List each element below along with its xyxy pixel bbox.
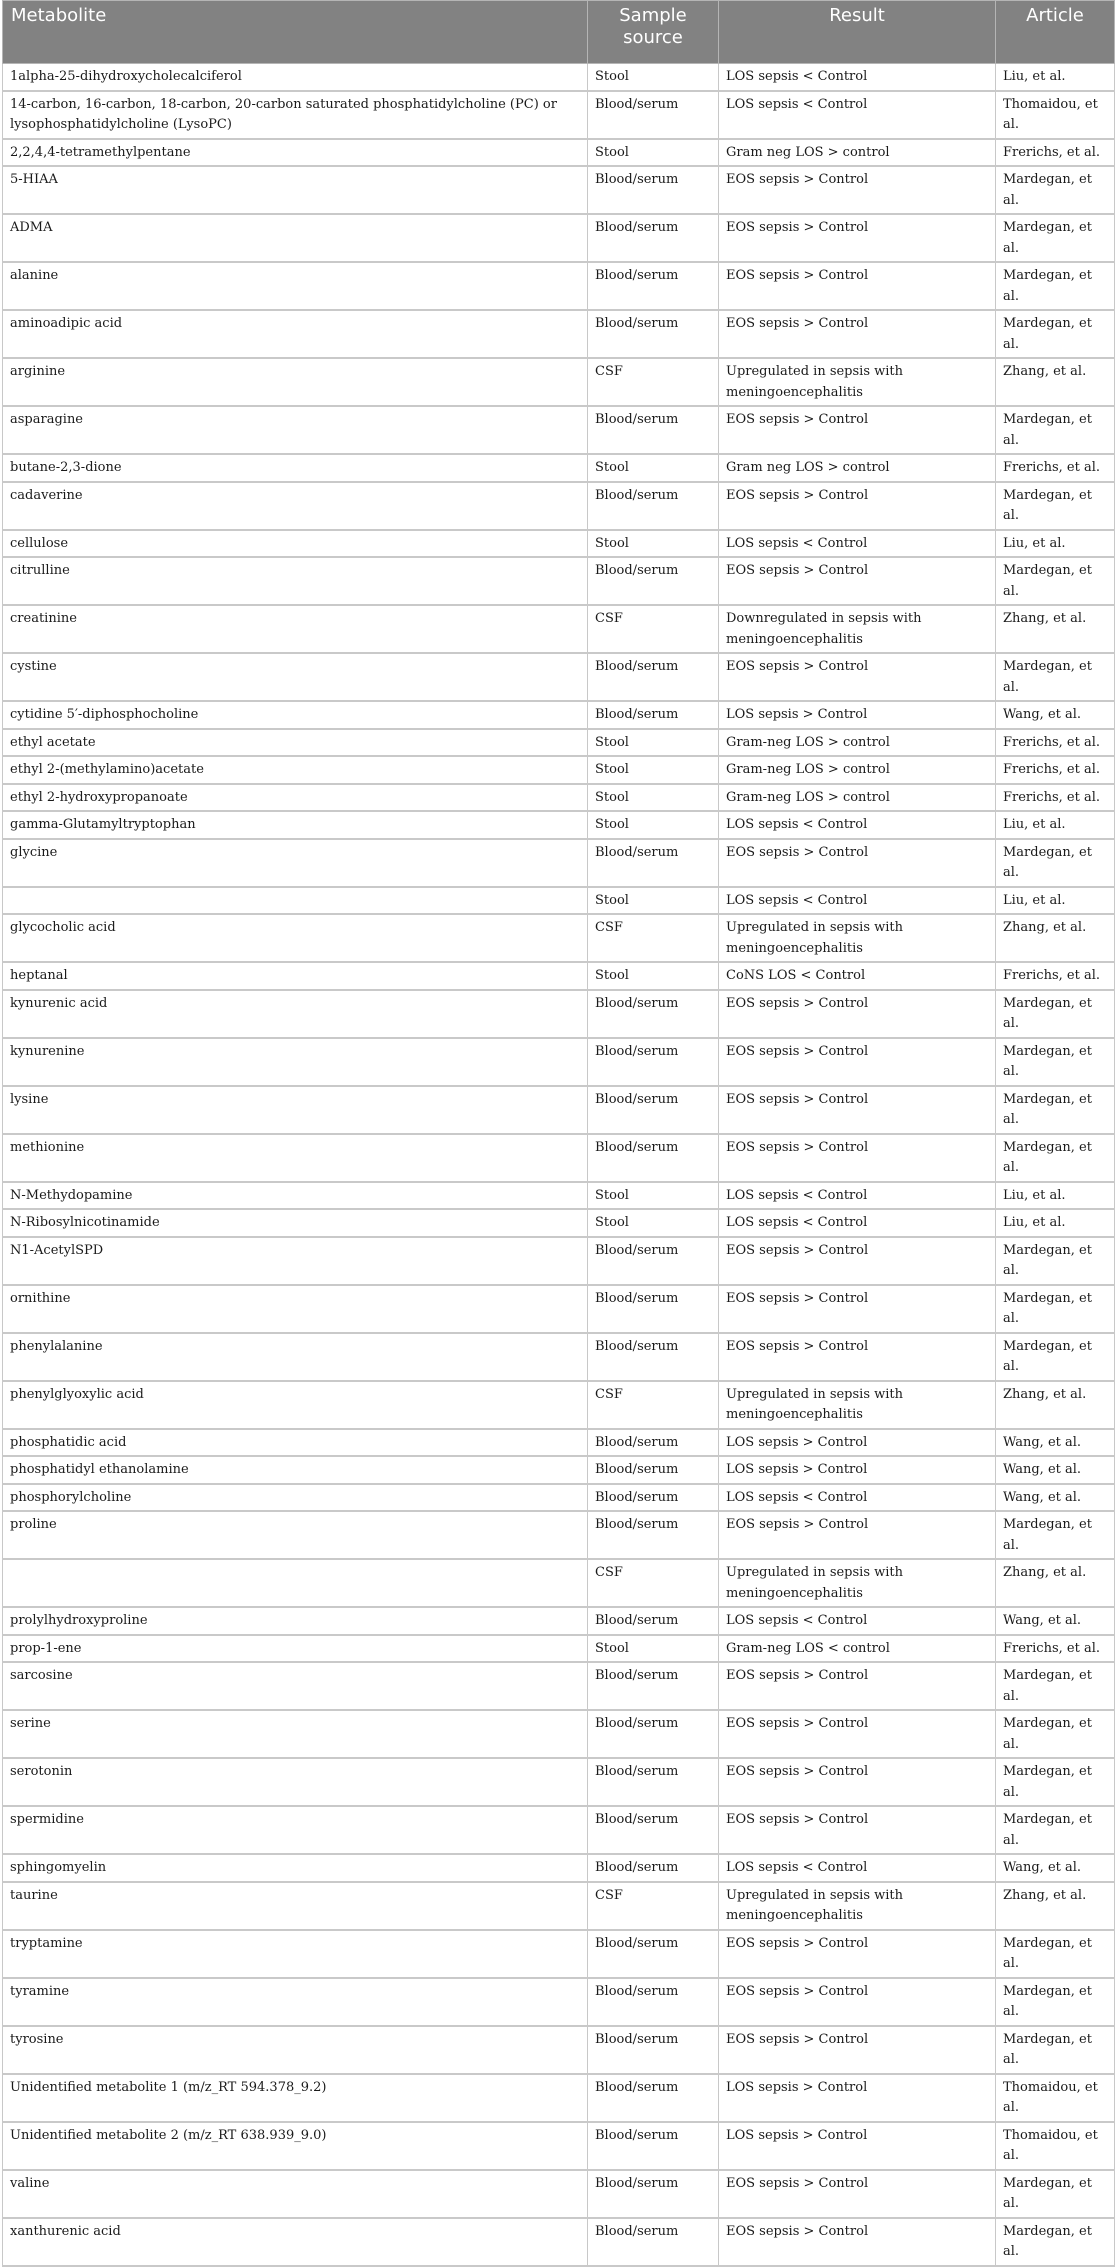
cell-result: EOS sepsis > Control — [719, 482, 996, 530]
table-row — [3, 482, 1115, 530]
cell-result: EOS sepsis > Control — [719, 2026, 996, 2074]
cell-article: Liu, et al. — [996, 1209, 1115, 1237]
cell-sample-source: Blood/serum — [588, 653, 719, 701]
cell-metabolite: tyramine — [3, 1978, 588, 2026]
table-row — [3, 1511, 1115, 1559]
table-row — [3, 358, 1115, 406]
table-row — [3, 166, 1115, 214]
table-row — [3, 729, 1115, 757]
cell-article: Wang, et al. — [996, 1456, 1115, 1484]
cell-metabolite — [3, 1559, 588, 1607]
cell-sample-source: CSF — [588, 914, 719, 962]
cell-sample-source: Stool — [588, 887, 719, 915]
table-row — [3, 1038, 1115, 1086]
cell-article: Liu, et al. — [996, 887, 1115, 915]
cell-result: Gram-neg LOS > control — [719, 729, 996, 757]
table-row — [3, 1882, 1115, 1930]
cell-result: EOS sepsis > Control — [719, 557, 996, 605]
table-row — [3, 1134, 1115, 1182]
cell-metabolite: aminoadipic acid — [3, 310, 588, 358]
cell-article: Wang, et al. — [996, 1484, 1115, 1512]
cell-sample-source: Blood/serum — [588, 2218, 719, 2266]
table-row — [3, 1429, 1115, 1457]
table-row — [3, 1285, 1115, 1333]
cell-article: Thomaidou, et al. — [996, 2122, 1115, 2170]
cell-metabolite: taurine — [3, 1882, 588, 1930]
cell-sample-source: Blood/serum — [588, 1456, 719, 1484]
cell-metabolite: 2,2,4,4-tetramethylpentane — [3, 139, 588, 167]
cell-article: Mardegan, et al. — [996, 1134, 1115, 1182]
table-row — [3, 1381, 1115, 1429]
cell-article: Mardegan, et al. — [996, 1237, 1115, 1285]
cell-article: Mardegan, et al. — [996, 839, 1115, 887]
cell-sample-source: Blood/serum — [588, 262, 719, 310]
table-body — [3, 64, 1115, 2266]
cell-metabolite: xanthurenic acid — [3, 2218, 588, 2266]
cell-metabolite: kynurenine — [3, 1038, 588, 1086]
table-row — [3, 1635, 1115, 1663]
table-row — [3, 1930, 1115, 1978]
cell-metabolite: methionine — [3, 1134, 588, 1182]
cell-article: Frerichs, et al. — [996, 784, 1115, 812]
cell-result: Gram-neg LOS > control — [719, 784, 996, 812]
cell-article: Liu, et al. — [996, 64, 1115, 91]
cell-sample-source: Stool — [588, 64, 719, 91]
cell-result: Upregulated in sepsis with meningoencephalitis — [719, 1559, 996, 1607]
cell-sample-source: Stool — [588, 530, 719, 558]
header-result: Result — [719, 1, 996, 64]
cell-result: Upregulated in sepsis with meningoencephalitis — [719, 914, 996, 962]
cell-sample-source: Blood/serum — [588, 1429, 719, 1457]
cell-result: LOS sepsis < Control — [719, 1484, 996, 1512]
cell-article: Mardegan, et al. — [996, 1333, 1115, 1381]
table-row — [3, 1978, 1115, 2026]
cell-article: Mardegan, et al. — [996, 1978, 1115, 2026]
cell-result: EOS sepsis > Control — [719, 1710, 996, 1758]
cell-result: EOS sepsis > Control — [719, 1333, 996, 1381]
table-row — [3, 2074, 1115, 2122]
table-row — [3, 1209, 1115, 1237]
cell-metabolite: ornithine — [3, 1285, 588, 1333]
cell-result: EOS sepsis > Control — [719, 1806, 996, 1854]
cell-article: Zhang, et al. — [996, 605, 1115, 653]
cell-result: LOS sepsis > Control — [719, 1429, 996, 1457]
table-row — [3, 839, 1115, 887]
cell-result: Gram-neg LOS > control — [719, 756, 996, 784]
cell-result: EOS sepsis > Control — [719, 653, 996, 701]
cell-article: Thomaidou, et al. — [996, 91, 1115, 139]
table-row — [3, 1854, 1115, 1882]
cell-result: LOS sepsis < Control — [719, 530, 996, 558]
cell-sample-source: Blood/serum — [588, 406, 719, 454]
cell-metabolite: heptanal — [3, 962, 588, 990]
cell-article: Thomaidou, et al. — [996, 2074, 1115, 2122]
table-row — [3, 557, 1115, 605]
cell-sample-source: Blood/serum — [588, 2026, 719, 2074]
cell-result: LOS sepsis < Control — [719, 811, 996, 839]
cell-metabolite: proline — [3, 1511, 588, 1559]
cell-sample-source: Blood/serum — [588, 214, 719, 262]
cell-result: EOS sepsis > Control — [719, 2218, 996, 2266]
cell-sample-source: CSF — [588, 358, 719, 406]
table-row — [3, 1758, 1115, 1806]
table-header — [3, 1, 1115, 64]
cell-article: Liu, et al. — [996, 530, 1115, 558]
cell-metabolite: cadaverine — [3, 482, 588, 530]
cell-sample-source: Blood/serum — [588, 166, 719, 214]
table-row — [3, 91, 1115, 139]
cell-sample-source: Stool — [588, 962, 719, 990]
cell-article: Mardegan, et al. — [996, 1038, 1115, 1086]
cell-article: Mardegan, et al. — [996, 1285, 1115, 1333]
table-row — [3, 1182, 1115, 1210]
cell-sample-source: Stool — [588, 811, 719, 839]
cell-article: Mardegan, et al. — [996, 482, 1115, 530]
cell-result: LOS sepsis > Control — [719, 1456, 996, 1484]
table-row — [3, 214, 1115, 262]
table-row — [3, 1333, 1115, 1381]
cell-result: EOS sepsis > Control — [719, 310, 996, 358]
table-row — [3, 2170, 1115, 2218]
cell-metabolite: phenylglyoxylic acid — [3, 1381, 588, 1429]
cell-sample-source: Blood/serum — [588, 557, 719, 605]
cell-metabolite: arginine — [3, 358, 588, 406]
cell-result: Downregulated in sepsis with meningoencephalitis — [719, 605, 996, 653]
cell-metabolite: sarcosine — [3, 1662, 588, 1710]
cell-metabolite: prolylhydroxyproline — [3, 1607, 588, 1635]
cell-metabolite: N-Ribosylnicotinamide — [3, 1209, 588, 1237]
cell-article: Zhang, et al. — [996, 914, 1115, 962]
cell-metabolite: glycocholic acid — [3, 914, 588, 962]
table-row — [3, 2218, 1115, 2266]
cell-sample-source: Blood/serum — [588, 1237, 719, 1285]
cell-sample-source: CSF — [588, 1381, 719, 1429]
cell-result: LOS sepsis > Control — [719, 2074, 996, 2122]
cell-article: Wang, et al. — [996, 701, 1115, 729]
cell-metabolite: serine — [3, 1710, 588, 1758]
cell-result: EOS sepsis > Control — [719, 1511, 996, 1559]
cell-result: LOS sepsis < Control — [719, 1209, 996, 1237]
cell-result: EOS sepsis > Control — [719, 166, 996, 214]
cell-result: EOS sepsis > Control — [719, 2170, 996, 2218]
cell-result: LOS sepsis > Control — [719, 2122, 996, 2170]
cell-result: EOS sepsis > Control — [719, 1086, 996, 1134]
cell-result: LOS sepsis < Control — [719, 1854, 996, 1882]
cell-sample-source: Blood/serum — [588, 1978, 719, 2026]
cell-metabolite: cystine — [3, 653, 588, 701]
cell-metabolite: 5-HIAA — [3, 166, 588, 214]
cell-article: Mardegan, et al. — [996, 310, 1115, 358]
header-article: Article — [996, 1, 1115, 64]
cell-sample-source: Blood/serum — [588, 839, 719, 887]
cell-result: EOS sepsis > Control — [719, 1285, 996, 1333]
cell-article: Mardegan, et al. — [996, 406, 1115, 454]
table-row — [3, 2026, 1115, 2074]
cell-article: Mardegan, et al. — [996, 166, 1115, 214]
cell-result: LOS sepsis < Control — [719, 887, 996, 915]
cell-metabolite: ADMA — [3, 214, 588, 262]
cell-sample-source: Blood/serum — [588, 1710, 719, 1758]
cell-result: LOS sepsis > Control — [719, 701, 996, 729]
cell-sample-source: CSF — [588, 605, 719, 653]
cell-article: Frerichs, et al. — [996, 729, 1115, 757]
table-row — [3, 962, 1115, 990]
table-row — [3, 1237, 1115, 1285]
cell-article: Mardegan, et al. — [996, 557, 1115, 605]
table-row — [3, 914, 1115, 962]
table-row — [3, 887, 1115, 915]
cell-metabolite: cellulose — [3, 530, 588, 558]
cell-result: LOS sepsis < Control — [719, 64, 996, 91]
cell-metabolite — [3, 887, 588, 915]
cell-article: Mardegan, et al. — [996, 1662, 1115, 1710]
cell-result: EOS sepsis > Control — [719, 1978, 996, 2026]
table-row — [3, 530, 1115, 558]
cell-metabolite: valine — [3, 2170, 588, 2218]
cell-sample-source: Blood/serum — [588, 1134, 719, 1182]
cell-result: LOS sepsis < Control — [719, 1607, 996, 1635]
cell-result: EOS sepsis > Control — [719, 1662, 996, 1710]
cell-article: Mardegan, et al. — [996, 214, 1115, 262]
cell-metabolite: Unidentified metabolite 2 (m/z_RT 638.939_9.0) — [3, 2122, 588, 2170]
cell-result: Gram neg LOS > control — [719, 139, 996, 167]
cell-sample-source: Blood/serum — [588, 1607, 719, 1635]
cell-article: Mardegan, et al. — [996, 1758, 1115, 1806]
cell-article: Frerichs, et al. — [996, 756, 1115, 784]
cell-metabolite: 14-carbon, 16-carbon, 18-carbon, 20-carbon saturated phosphatidylcholine (PC) or lysophosphatidylcholine (LysoPC) — [3, 91, 588, 139]
cell-sample-source: Stool — [588, 784, 719, 812]
cell-metabolite: citrulline — [3, 557, 588, 605]
cell-article: Frerichs, et al. — [996, 1635, 1115, 1663]
cell-metabolite: ethyl 2-hydroxypropanoate — [3, 784, 588, 812]
cell-article: Mardegan, et al. — [996, 2218, 1115, 2266]
cell-sample-source: Stool — [588, 756, 719, 784]
table-row — [3, 454, 1115, 482]
cell-sample-source: Blood/serum — [588, 990, 719, 1038]
table-row — [3, 64, 1115, 91]
cell-article: Zhang, et al. — [996, 1559, 1115, 1607]
table-row — [3, 1607, 1115, 1635]
table-row — [3, 605, 1115, 653]
cell-result: Upregulated in sepsis with meningoencephalitis — [719, 1381, 996, 1429]
cell-sample-source: CSF — [588, 1882, 719, 1930]
header-sample-source: Sample source — [588, 1, 719, 64]
cell-article: Liu, et al. — [996, 811, 1115, 839]
cell-sample-source: Stool — [588, 454, 719, 482]
cell-metabolite: N-Methydopamine — [3, 1182, 588, 1210]
cell-article: Frerichs, et al. — [996, 962, 1115, 990]
cell-result: Gram neg LOS > control — [719, 454, 996, 482]
cell-result: EOS sepsis > Control — [719, 1758, 996, 1806]
cell-sample-source: Stool — [588, 1209, 719, 1237]
metabolite-table — [2, 0, 1115, 2267]
cell-article: Mardegan, et al. — [996, 2026, 1115, 2074]
table-row — [3, 1662, 1115, 1710]
cell-metabolite: ethyl 2-(methylamino)acetate — [3, 756, 588, 784]
cell-sample-source: Blood/serum — [588, 701, 719, 729]
cell-article: Mardegan, et al. — [996, 653, 1115, 701]
cell-sample-source: Blood/serum — [588, 1511, 719, 1559]
cell-sample-source: Stool — [588, 1635, 719, 1663]
cell-metabolite: lysine — [3, 1086, 588, 1134]
cell-result: CoNS LOS < Control — [719, 962, 996, 990]
cell-result: EOS sepsis > Control — [719, 1237, 996, 1285]
cell-sample-source: Blood/serum — [588, 2074, 719, 2122]
cell-result: EOS sepsis > Control — [719, 839, 996, 887]
cell-result: LOS sepsis < Control — [719, 1182, 996, 1210]
cell-metabolite: tryptamine — [3, 1930, 588, 1978]
cell-metabolite: phosphatidic acid — [3, 1429, 588, 1457]
table-row — [3, 701, 1115, 729]
cell-article: Mardegan, et al. — [996, 1930, 1115, 1978]
cell-sample-source: Blood/serum — [588, 91, 719, 139]
cell-article: Frerichs, et al. — [996, 454, 1115, 482]
cell-sample-source: Blood/serum — [588, 1662, 719, 1710]
cell-sample-source: Stool — [588, 1182, 719, 1210]
cell-metabolite: 1alpha-25-dihydroxycholecalciferol — [3, 64, 588, 91]
cell-sample-source: Blood/serum — [588, 2170, 719, 2218]
cell-sample-source: Blood/serum — [588, 1484, 719, 1512]
cell-metabolite: prop-1-ene — [3, 1635, 588, 1663]
cell-article: Mardegan, et al. — [996, 1710, 1115, 1758]
cell-article: Zhang, et al. — [996, 1381, 1115, 1429]
cell-metabolite: sphingomyelin — [3, 1854, 588, 1882]
table-row — [3, 1710, 1115, 1758]
table-row — [3, 756, 1115, 784]
cell-sample-source: Blood/serum — [588, 1806, 719, 1854]
cell-metabolite: tyrosine — [3, 2026, 588, 2074]
table-row — [3, 2122, 1115, 2170]
cell-result: Upregulated in sepsis with meningoencephalitis — [719, 1882, 996, 1930]
table-row — [3, 990, 1115, 1038]
cell-metabolite: phenylalanine — [3, 1333, 588, 1381]
cell-article: Mardegan, et al. — [996, 1086, 1115, 1134]
cell-result: EOS sepsis > Control — [719, 262, 996, 310]
cell-result: EOS sepsis > Control — [719, 1038, 996, 1086]
cell-metabolite: cytidine 5′-diphosphocholine — [3, 701, 588, 729]
cell-metabolite: butane-2,3-dione — [3, 454, 588, 482]
table-row — [3, 262, 1115, 310]
cell-metabolite: phosphorylcholine — [3, 1484, 588, 1512]
cell-result: EOS sepsis > Control — [719, 990, 996, 1038]
cell-sample-source: Blood/serum — [588, 1038, 719, 1086]
cell-article: Liu, et al. — [996, 1182, 1115, 1210]
cell-article: Mardegan, et al. — [996, 2170, 1115, 2218]
cell-sample-source: Blood/serum — [588, 1086, 719, 1134]
cell-metabolite: ethyl acetate — [3, 729, 588, 757]
cell-article: Frerichs, et al. — [996, 139, 1115, 167]
cell-sample-source: Stool — [588, 139, 719, 167]
table-row — [3, 784, 1115, 812]
cell-article: Mardegan, et al. — [996, 1806, 1115, 1854]
table-row — [3, 1806, 1115, 1854]
table-row — [3, 811, 1115, 839]
cell-sample-source: Blood/serum — [588, 1285, 719, 1333]
table-row — [3, 310, 1115, 358]
cell-metabolite: spermidine — [3, 1806, 588, 1854]
table-row — [3, 653, 1115, 701]
header-row — [3, 1, 1115, 64]
cell-article: Wang, et al. — [996, 1607, 1115, 1635]
cell-result: EOS sepsis > Control — [719, 406, 996, 454]
table-row — [3, 406, 1115, 454]
header-metabolite: Metabolite — [3, 1, 588, 64]
table-row — [3, 139, 1115, 167]
cell-metabolite: phosphatidyl ethanolamine — [3, 1456, 588, 1484]
cell-metabolite: kynurenic acid — [3, 990, 588, 1038]
cell-article: Mardegan, et al. — [996, 990, 1115, 1038]
table-row — [3, 1484, 1115, 1512]
cell-result: LOS sepsis < Control — [719, 91, 996, 139]
cell-result: EOS sepsis > Control — [719, 1930, 996, 1978]
cell-result: EOS sepsis > Control — [719, 1134, 996, 1182]
cell-sample-source: Blood/serum — [588, 2122, 719, 2170]
cell-article: Zhang, et al. — [996, 358, 1115, 406]
table-row — [3, 1086, 1115, 1134]
cell-metabolite: gamma-Glutamyltryptophan — [3, 811, 588, 839]
cell-metabolite: alanine — [3, 262, 588, 310]
cell-metabolite: Unidentified metabolite 1 (m/z_RT 594.378_9.2) — [3, 2074, 588, 2122]
cell-article: Mardegan, et al. — [996, 1511, 1115, 1559]
cell-sample-source: Blood/serum — [588, 310, 719, 358]
cell-sample-source: Stool — [588, 729, 719, 757]
cell-sample-source: Blood/serum — [588, 1930, 719, 1978]
cell-metabolite: creatinine — [3, 605, 588, 653]
cell-article: Wang, et al. — [996, 1854, 1115, 1882]
cell-sample-source: Blood/serum — [588, 482, 719, 530]
cell-metabolite: serotonin — [3, 1758, 588, 1806]
cell-article: Wang, et al. — [996, 1429, 1115, 1457]
cell-metabolite: N1-AcetylSPD — [3, 1237, 588, 1285]
cell-article: Mardegan, et al. — [996, 262, 1115, 310]
cell-sample-source: Blood/serum — [588, 1854, 719, 1882]
cell-metabolite: glycine — [3, 839, 588, 887]
cell-result: EOS sepsis > Control — [719, 214, 996, 262]
cell-sample-source: CSF — [588, 1559, 719, 1607]
cell-result: Upregulated in sepsis with meningoencephalitis — [719, 358, 996, 406]
cell-sample-source: Blood/serum — [588, 1758, 719, 1806]
cell-metabolite: asparagine — [3, 406, 588, 454]
table-row — [3, 1559, 1115, 1607]
table-row — [3, 1456, 1115, 1484]
cell-sample-source: Blood/serum — [588, 1333, 719, 1381]
cell-result: Gram-neg LOS < control — [719, 1635, 996, 1663]
cell-article: Zhang, et al. — [996, 1882, 1115, 1930]
